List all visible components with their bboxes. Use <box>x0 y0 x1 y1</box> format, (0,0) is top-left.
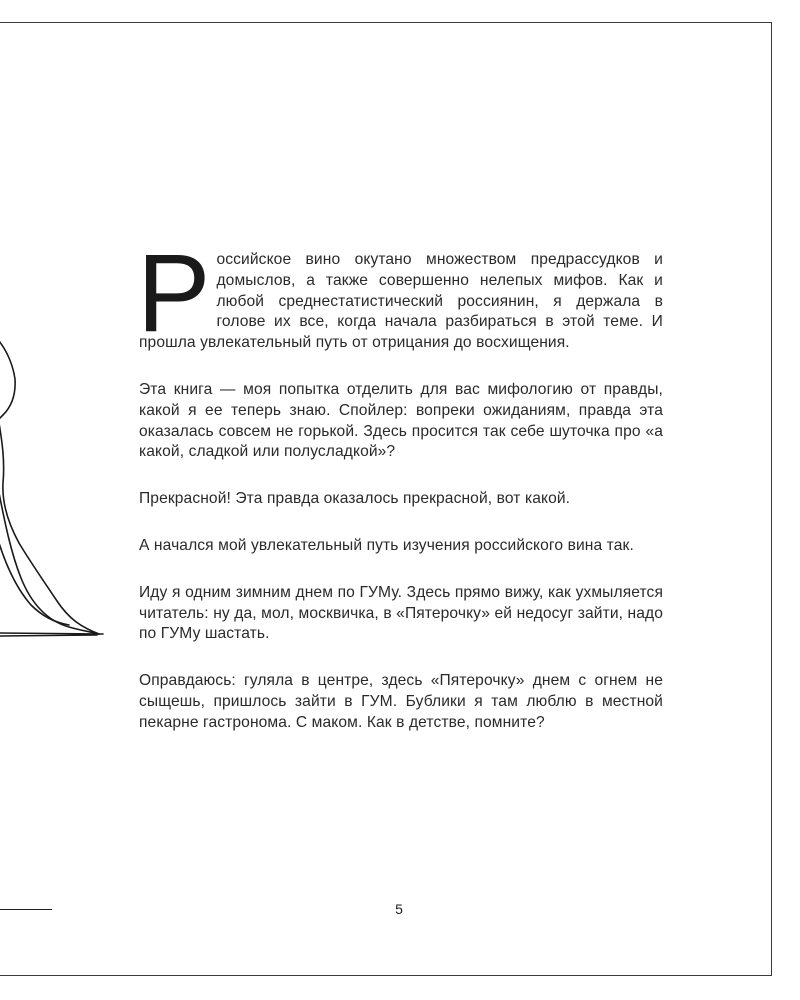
paragraph-4: А начался мой увлекательный путь изучения российского вина так. <box>139 536 634 554</box>
paragraph-6: Оправдаюсь: гуляла в центре, здесь «Пятерочку» днем с огнем не сыщешь, пришлось зайти в ГУМ. Бублики я там люблю в местной пекарне гастронома. С маком. Как в детстве, помните? <box>139 672 663 731</box>
footer-rule <box>0 909 52 910</box>
paragraph-2: Эта книга — моя попытка отделить для вас мифологию от правды, какой я ее теперь знаю. Спойлер: вопреки ожиданиям, правда эта оказалась совсем не горькой. Здесь просится так себе шуточка про «а какой, сладкой или полусладкой»? <box>139 380 663 461</box>
paragraph-1 <box>137 232 663 355</box>
figure-leg-outline <box>0 493 99 634</box>
figure-inner-line <box>0 543 69 625</box>
page-number: 5 <box>395 901 403 917</box>
figure-head-outline <box>0 341 15 419</box>
ground-line-2 <box>0 635 97 636</box>
article-body <box>137 232 663 760</box>
figure-back-outline <box>0 423 99 634</box>
paragraph-3: Прекрасной! Эта правда оказалось прекрасной, вот какой. <box>139 490 571 508</box>
paragraph-5: Иду я одним зимним днем по ГУМу. Здесь прямо вижу, как ухмыляется читатель: ну да, мол, москвичка, в «Пятерочку» ей недосуг зайти, надо по ГУМу шастать. <box>139 583 663 643</box>
drop-cap-letter: Р <box>137 232 211 355</box>
ground-line <box>0 633 103 634</box>
paragraph-1-text: оссийское вино окутано множеством предрассудков и домыслов, а также совершенно нелепых мифов. Как и любой среднестатистический россиянин, я держала в голове их все, когда начала разбираться в этой теме. И прошла увлекательный путь от отрицания до восхищения. <box>139 251 663 352</box>
book-page <box>0 22 772 976</box>
